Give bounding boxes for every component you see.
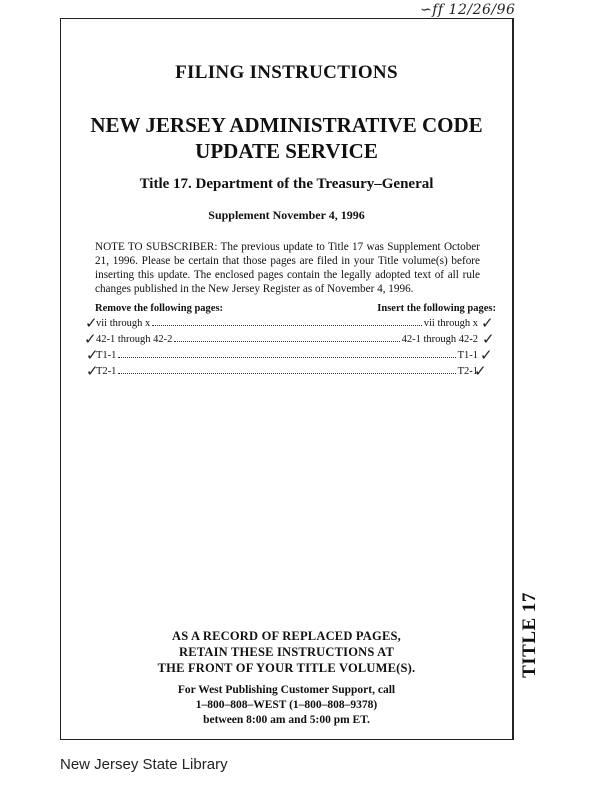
insert-pages: T1-1 bbox=[457, 350, 478, 361]
library-footer: New Jersey State Library bbox=[60, 756, 228, 773]
leader-dots bbox=[174, 341, 399, 342]
code-title-line1: NEW JERSEY ADMINISTRATIVE CODE bbox=[90, 113, 483, 137]
insert-header: Insert the following pages: bbox=[377, 303, 496, 314]
side-title: TITLE 17 bbox=[518, 592, 540, 678]
record-instructions bbox=[60, 628, 513, 676]
handwritten-note: ∽ff 12/26/96 bbox=[420, 2, 516, 18]
insert-pages: vii through x bbox=[423, 318, 478, 329]
page-row bbox=[96, 318, 478, 329]
title-line: Title 17. Department of the Treasury–General bbox=[139, 176, 434, 192]
note-to-subscriber: NOTE TO SUBSCRIBER: The previous update to Title 17 was Supplement October 21, 1996. Please be certain that those pages are filed in your Title volume(s) before inserting this update. The enclosed pages contain the legally adopted text of all rule changes published in the New Jersey Register as of November 4, 1996. bbox=[95, 241, 480, 295]
checkmark-icon: ✓ bbox=[85, 314, 98, 332]
checkmark-icon: ✓ bbox=[474, 362, 487, 380]
checkmark-icon: ✓ bbox=[481, 314, 494, 332]
leader-dots bbox=[152, 325, 422, 326]
customer-support bbox=[60, 683, 513, 728]
insert-pages: 42-1 through 42-2 bbox=[401, 334, 478, 345]
support-line-2: 1–800–808–WEST (1–800–808–9378) bbox=[195, 699, 378, 711]
remove-pages: T2-1 bbox=[96, 366, 117, 377]
remove-pages: 42-1 through 42-2 bbox=[96, 334, 173, 345]
record-line-2: RETAIN THESE INSTRUCTIONS AT bbox=[178, 645, 395, 659]
page-row bbox=[96, 334, 478, 345]
support-line-1: For West Publishing Customer Support, call bbox=[177, 684, 396, 696]
checkmark-icon: ✓ bbox=[482, 330, 495, 348]
record-line-1: AS A RECORD OF REPLACED PAGES, bbox=[172, 629, 401, 643]
supplement-date: Supplement November 4, 1996 bbox=[208, 208, 365, 222]
checkmark-icon: ✓ bbox=[480, 346, 493, 364]
page-row bbox=[96, 350, 478, 361]
code-title-line2: UPDATE SERVICE bbox=[195, 139, 378, 163]
checkmark-icon: ✓ bbox=[86, 346, 99, 364]
leader-dots bbox=[118, 357, 455, 358]
checkmark-icon: ✓ bbox=[84, 330, 97, 348]
remove-pages: vii through x bbox=[96, 318, 151, 329]
support-line-3: between 8:00 am and 5:00 pm ET. bbox=[203, 714, 370, 726]
record-line-3: THE FRONT OF YOUR TITLE VOLUME(S). bbox=[157, 661, 416, 675]
side-title-tab bbox=[518, 590, 547, 680]
page-heading: FILING INSTRUCTIONS bbox=[175, 62, 398, 83]
remove-pages: T1-1 bbox=[96, 350, 117, 361]
code-title bbox=[60, 112, 513, 164]
insert-pages: T2-1 bbox=[457, 366, 478, 377]
remove-header: Remove the following pages: bbox=[95, 303, 224, 314]
leader-dots bbox=[118, 373, 455, 374]
page-row bbox=[96, 366, 478, 377]
checkmark-icon: ✓ bbox=[86, 362, 99, 380]
